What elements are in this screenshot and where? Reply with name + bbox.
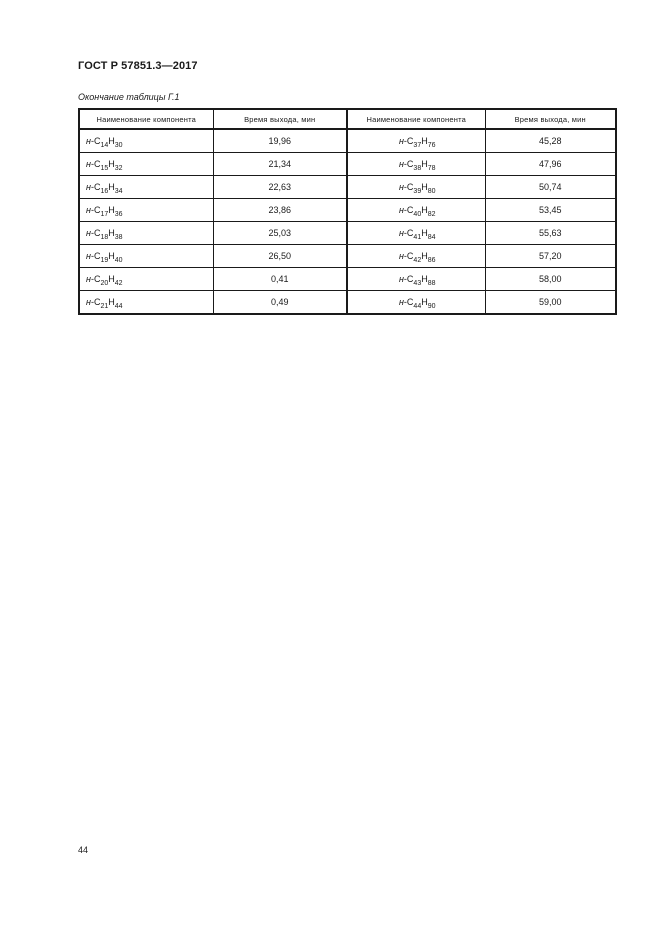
page-number: 44 [78,845,89,855]
chemical-formula: $н-C_{38}H_{78}$ [398,159,436,172]
retention-time-left: 23,86 [213,199,347,222]
retention-time-right: 55,63 [485,222,616,245]
carbon-count: 40 [413,211,422,218]
component-name-right [347,176,485,199]
chemical-formula: $н-C_{21}H_{44}$ [86,297,123,310]
isomer-prefix: н [398,274,404,284]
isomer-prefix: н [86,205,91,215]
component-name-left [79,153,213,176]
hydrogen-count: 34 [114,188,123,195]
chemical-formula: $н-C_{40}H_{82}$ [398,205,436,218]
component-name-left [79,199,213,222]
isomer-prefix: н [398,297,404,307]
chemical-formula: $н-C_{44}H_{90}$ [398,297,436,310]
carbon-count: 18 [100,234,109,241]
isomer-prefix: н [398,136,404,146]
carbon-count: 41 [413,234,422,241]
isomer-prefix: н [398,159,404,169]
isomer-prefix: н [86,182,91,192]
component-name-right [347,129,485,153]
column-header-component-left: Наименование компонента [79,109,213,129]
hydrogen-count: 38 [114,234,123,241]
chemical-formula: $н-C_{39}H_{80}$ [398,182,436,195]
hydrogen-count: 86 [427,257,436,264]
hydrogen-count: 82 [427,211,436,218]
component-name-left [79,245,213,268]
component-name-right [347,153,485,176]
isomer-prefix: н [86,159,91,169]
carbon-count: 19 [100,257,109,264]
table-row [79,245,616,268]
isomer-prefix: н [398,182,404,192]
chemical-formula: $н-C_{41}H_{84}$ [398,228,436,241]
hydrogen-count: 78 [427,165,436,172]
carbon-count: 43 [413,280,422,287]
column-header-time-left: Время выхода, мин [213,109,347,129]
table-body [79,129,616,314]
component-name-right [347,268,485,291]
retention-time-left: 26,50 [213,245,347,268]
hydrogen-count: 42 [114,280,123,287]
retention-time-right: 57,20 [485,245,616,268]
carbon-count: 20 [100,280,109,287]
component-name-right [347,222,485,245]
carbon-count: 39 [413,188,422,195]
isomer-prefix: н [398,228,404,238]
table-header-row [79,109,616,129]
hydrogen-count: 84 [427,234,436,241]
hydrogen-count: 88 [427,280,436,287]
carbon-count: 38 [413,165,422,172]
carbon-count: 16 [100,188,109,195]
isomer-prefix: н [398,205,404,215]
component-name-left [79,176,213,199]
hydrogen-count: 40 [114,257,123,264]
chemical-formula: $н-C_{37}H_{76}$ [398,136,436,149]
retention-time-right: 45,28 [485,129,616,153]
table-caption: Окончание таблицы Г.1 [78,92,180,102]
carbon-count: 17 [100,211,109,218]
component-name-left [79,291,213,315]
retention-time-left: 22,63 [213,176,347,199]
chemical-formula: $н-C_{42}H_{86}$ [398,251,436,264]
chemical-formula: $н-C_{16}H_{34}$ [86,182,123,195]
isomer-prefix: н [398,251,404,261]
component-name-left [79,129,213,153]
hydrogen-count: 76 [427,142,436,149]
chemical-formula: $н-C_{15}H_{32}$ [86,159,123,172]
retention-time-left: 21,34 [213,153,347,176]
document-code: ГОСТ Р 57851.3—2017 [78,60,198,72]
component-name-right [347,291,485,315]
table-row [79,199,616,222]
hydrogen-count: 80 [427,188,436,195]
hydrogen-count: 30 [114,142,123,149]
retention-time-right: 59,00 [485,291,616,315]
isomer-prefix: н [86,297,91,307]
table-row [79,291,616,315]
chemical-formula: $н-C_{17}H_{36}$ [86,205,123,218]
retention-time-right: 50,74 [485,176,616,199]
retention-time-right: 53,45 [485,199,616,222]
table-row [79,268,616,291]
hydrogen-count: 32 [114,165,123,172]
component-name-left [79,268,213,291]
carbon-count: 14 [100,142,109,149]
chemical-formula: $н-C_{43}H_{88}$ [398,274,436,287]
retention-time-left: 0,49 [213,291,347,315]
table-row [79,222,616,245]
isomer-prefix: н [86,136,91,146]
hydrogen-count: 90 [427,303,436,310]
table-row [79,176,616,199]
hydrogen-count: 44 [114,303,123,310]
component-name-right [347,199,485,222]
carbon-count: 15 [100,165,109,172]
column-header-time-right: Время выхода, мин [485,109,616,129]
retention-time-left: 0,41 [213,268,347,291]
chemical-formula: $н-C_{19}H_{40}$ [86,251,123,264]
isomer-prefix: н [86,251,91,261]
retention-time-left: 19,96 [213,129,347,153]
retention-time-left: 25,03 [213,222,347,245]
carbon-count: 42 [413,257,422,264]
column-header-component-right: Наименование компонента [347,109,485,129]
carbon-count: 21 [100,303,109,310]
component-name-right [347,245,485,268]
retention-time-right: 47,96 [485,153,616,176]
carbon-count: 37 [413,142,422,149]
chemical-formula: $н-C_{20}H_{42}$ [86,274,123,287]
isomer-prefix: н [86,228,91,238]
isomer-prefix: н [86,274,91,284]
component-name-left [79,222,213,245]
hydrogen-count: 36 [114,211,123,218]
chemical-formula: $н-C_{14}H_{30}$ [86,136,123,149]
table-row [79,129,616,153]
carbon-count: 44 [413,303,422,310]
table-row [79,153,616,176]
retention-time-table [78,108,617,315]
chemical-formula: $н-C_{18}H_{38}$ [86,228,123,241]
retention-time-right: 58,00 [485,268,616,291]
